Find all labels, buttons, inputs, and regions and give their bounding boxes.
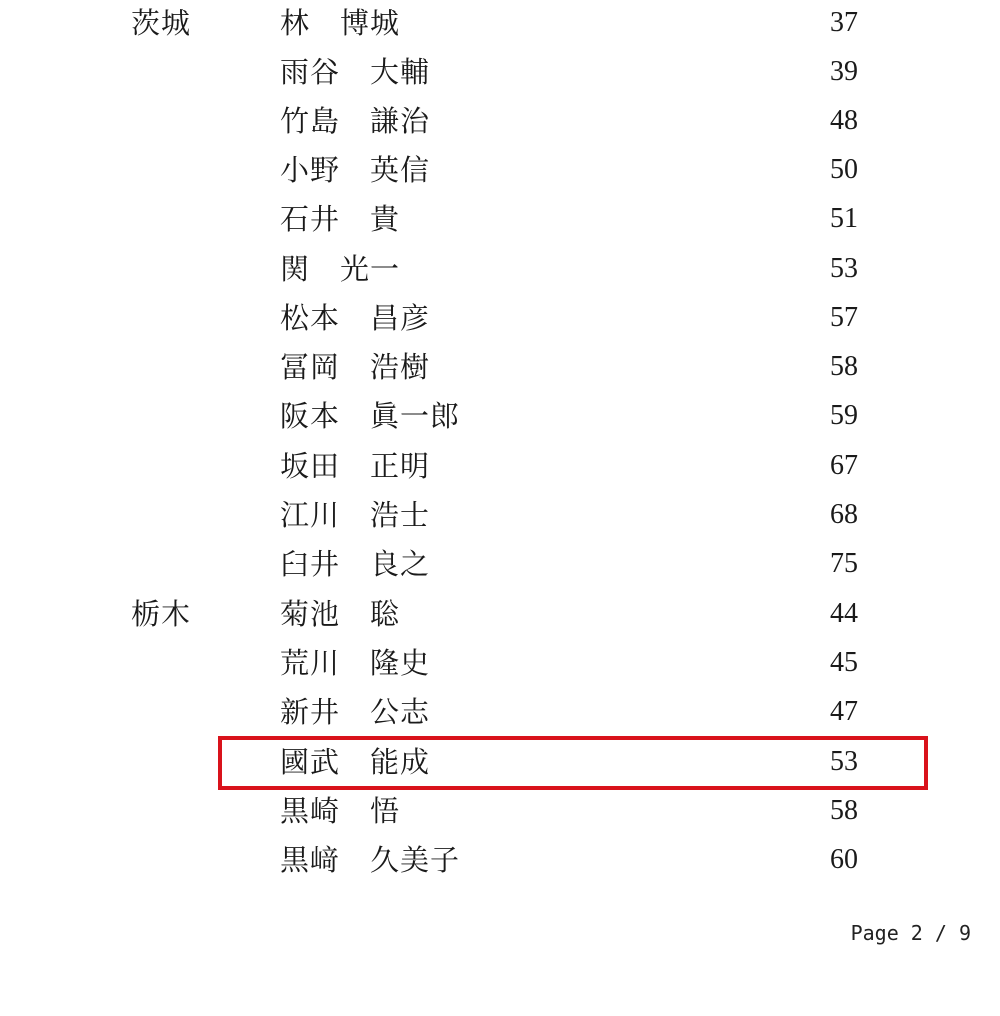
person-name: 新井 公志: [280, 695, 431, 729]
person-name: 荒川 隆史: [280, 646, 431, 680]
table-row: [0, 593, 1000, 642]
age-value: 57: [830, 302, 858, 333]
person-name: 黒崎 悟: [280, 794, 401, 828]
age-value: 68: [830, 499, 858, 530]
person-name: 國武 能成: [280, 745, 431, 779]
table-row: [0, 445, 1000, 494]
person-name: 江川 浩士: [280, 498, 431, 532]
table-row: [0, 51, 1000, 100]
age-value: 44: [830, 598, 858, 629]
age-value: 45: [830, 647, 858, 678]
table-row: [0, 395, 1000, 444]
age-value: 58: [830, 351, 858, 382]
person-name: 竹島 謙治: [280, 104, 431, 138]
table-row: [0, 297, 1000, 346]
person-name: 阪本 眞一郎: [280, 399, 461, 433]
person-name: 冨岡 浩樹: [280, 350, 431, 384]
person-name: 菊池 聡: [280, 597, 401, 631]
table-row: [0, 198, 1000, 247]
table-row: [0, 100, 1000, 149]
age-value: 50: [830, 154, 858, 185]
person-name: 林 博城: [280, 6, 401, 40]
age-value: 39: [830, 56, 858, 87]
prefecture-label: 栃木: [131, 597, 192, 631]
age-value: 67: [830, 450, 858, 481]
table-row: [0, 839, 1000, 888]
person-name: 石井 貴: [280, 202, 401, 236]
table-row: [0, 642, 1000, 691]
age-value: 53: [830, 746, 858, 777]
age-value: 60: [830, 844, 858, 875]
table-row: [0, 248, 1000, 297]
age-value: 75: [830, 548, 858, 579]
person-name: 臼井 良之: [280, 547, 431, 581]
age-value: 51: [830, 203, 858, 234]
person-name: 小野 英信: [280, 153, 431, 187]
person-name: 関 光一: [280, 252, 401, 286]
table-row: [0, 691, 1000, 740]
age-value: 47: [830, 696, 858, 727]
table-row: [0, 543, 1000, 592]
table-row: [0, 494, 1000, 543]
age-value: 58: [830, 795, 858, 826]
age-value: 48: [830, 105, 858, 136]
person-name: 松本 昌彦: [280, 301, 431, 335]
red-highlight-box: [218, 736, 928, 790]
table-row: [0, 149, 1000, 198]
age-value: 59: [830, 400, 858, 431]
prefecture-label: 茨城: [131, 6, 192, 40]
person-name: 坂田 正明: [280, 449, 431, 483]
table-row: [0, 790, 1000, 839]
age-value: 37: [830, 7, 858, 38]
table-row: [0, 346, 1000, 395]
age-value: 53: [830, 253, 858, 284]
person-name: 黒﨑 久美子: [280, 843, 461, 877]
page-number: Page 2 / 9: [850, 921, 971, 945]
person-name: 雨谷 大輔: [280, 55, 431, 89]
table-row: [0, 2, 1000, 51]
